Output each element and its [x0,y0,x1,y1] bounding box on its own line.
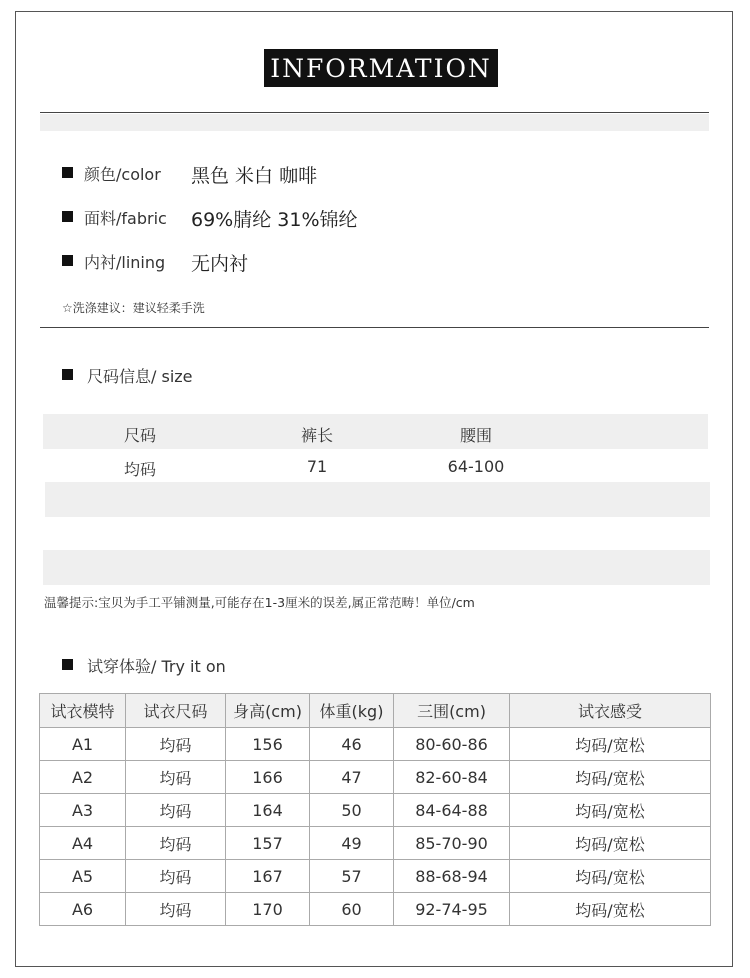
table-row [40,893,711,926]
cell-height: 170 [226,893,310,926]
size-empty-band [45,482,710,517]
cell-weight: 47 [310,761,394,794]
cell-height: 157 [226,827,310,860]
cell-weight: 57 [310,860,394,893]
lining-value: 无内衬 [191,253,249,275]
table-row [40,794,711,827]
header-feeling: 试衣感受 [510,694,711,728]
tryon-table [39,693,711,926]
cell-model: A4 [40,827,126,860]
cell-measurements: 92-74-95 [394,893,510,926]
info-band [40,114,709,131]
header-size: 试衣尺码 [126,694,226,728]
fabric-value: 69%腈纶 31%锦纶 [191,209,358,231]
bullet-square-icon [62,211,73,222]
cell-size: 均码 [126,761,226,794]
cell-weight: 50 [310,794,394,827]
size-header-size: 尺码 [123,426,156,445]
table-row [40,827,711,860]
cell-size: 均码 [126,794,226,827]
cell-feeling: 均码/宽松 [510,860,711,893]
bullet-square-icon [62,659,73,670]
cell-measurements: 80-60-86 [394,728,510,761]
cell-measurements: 82-60-84 [394,761,510,794]
tryon-section-title: 试穿体验/ Try it on [87,657,226,676]
size-row-length: 71 [306,457,328,476]
cell-size: 均码 [126,893,226,926]
cell-weight: 46 [310,728,394,761]
table-row [40,860,711,893]
cell-feeling: 均码/宽松 [510,827,711,860]
wash-note: ☆洗涤建议：建议轻柔手洗 [62,301,205,315]
size-note: 温馨提示:宝贝为手工平铺测量,可能存在1-3厘米的误差,属正常范畴！单位/cm [44,595,475,610]
size-header-length: 裤长 [300,426,333,445]
lining-label: 内衬/lining [84,253,166,272]
cell-measurements: 88-68-94 [394,860,510,893]
cell-measurements: 84-64-88 [394,794,510,827]
cell-feeling: 均码/宽松 [510,761,711,794]
cell-size: 均码 [126,860,226,893]
table-header-row [40,694,711,728]
divider-middle [40,327,709,328]
bullet-square-icon [62,369,73,380]
divider-top [40,112,709,113]
cell-feeling: 均码/宽松 [510,728,711,761]
cell-height: 166 [226,761,310,794]
header-model: 试衣模特 [40,694,126,728]
color-value: 黑色 米白 咖啡 [191,165,318,187]
cell-feeling: 均码/宽松 [510,794,711,827]
size-section-title: 尺码信息/ size [87,367,193,386]
cell-model: A5 [40,860,126,893]
cell-model: A6 [40,893,126,926]
size-row-waist: 64-100 [447,457,505,476]
size-empty-band [43,550,710,585]
size-row-size: 均码 [123,460,156,479]
cell-size: 均码 [126,728,226,761]
fabric-label: 面料/fabric [84,209,167,228]
cell-height: 167 [226,860,310,893]
color-label: 颜色/color [84,165,161,184]
cell-model: A2 [40,761,126,794]
table-row [40,761,711,794]
cell-measurements: 85-70-90 [394,827,510,860]
cell-model: A1 [40,728,126,761]
information-title: INFORMATION [264,49,498,87]
cell-weight: 60 [310,893,394,926]
cell-weight: 49 [310,827,394,860]
header-height: 身高(cm) [226,694,310,728]
cell-feeling: 均码/宽松 [510,893,711,926]
table-row [40,728,711,761]
cell-model: A3 [40,794,126,827]
bullet-square-icon [62,255,73,266]
cell-size: 均码 [126,827,226,860]
header-measurements: 三围(cm) [394,694,510,728]
cell-height: 164 [226,794,310,827]
bullet-square-icon [62,167,73,178]
cell-height: 156 [226,728,310,761]
size-header-waist: 腰围 [459,426,492,445]
header-weight: 体重(kg) [310,694,394,728]
